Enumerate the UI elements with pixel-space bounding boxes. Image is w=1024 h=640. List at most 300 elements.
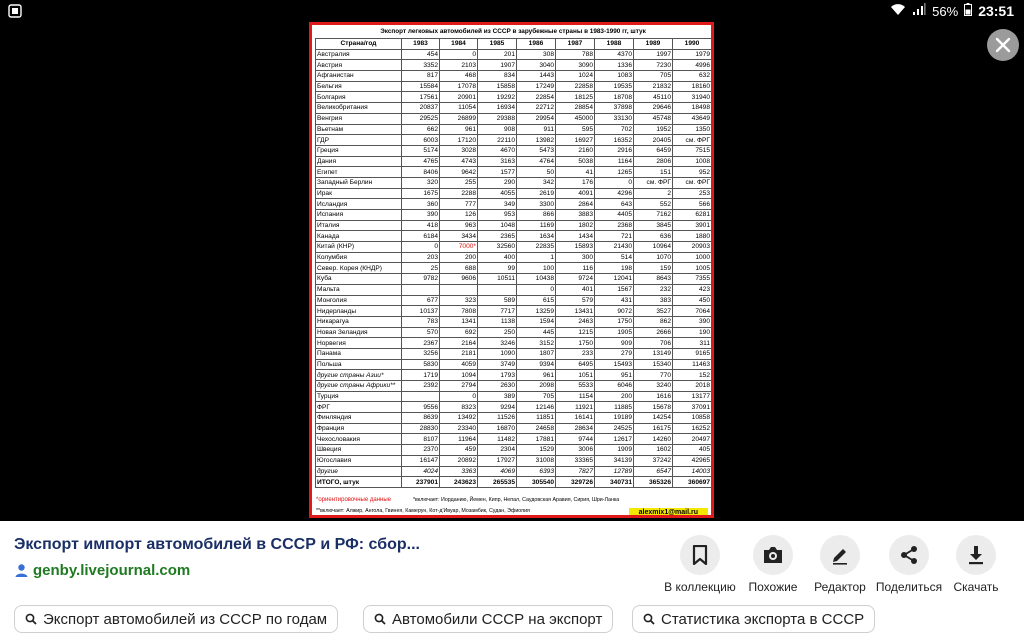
value-cell: 323: [440, 295, 478, 306]
country-cell: другие страны Африки**: [316, 381, 402, 392]
value-cell: 13431: [556, 306, 595, 317]
country-cell: ГДР: [316, 135, 402, 146]
value-cell: [478, 284, 517, 295]
add-to-collection-button[interactable]: [660, 535, 740, 594]
value-cell: 1675: [402, 188, 440, 199]
value-cell: 7064: [673, 306, 712, 317]
country-cell: ФРГ: [316, 402, 402, 413]
value-cell: 28830: [402, 423, 440, 434]
value-cell: 15678: [634, 402, 673, 413]
value-cell: 24525: [595, 423, 634, 434]
value-cell: 1807: [517, 348, 556, 359]
value-cell: 99: [478, 263, 517, 274]
value-cell: 12789: [595, 466, 634, 477]
value-cell: 1750: [556, 338, 595, 349]
status-bar: [0, 0, 1024, 24]
value-cell: 2018: [673, 381, 712, 392]
value-cell: 34139: [595, 455, 634, 466]
value-cell: 13259: [517, 306, 556, 317]
value-cell: 1529: [517, 445, 556, 456]
column-header-year: 1985: [478, 39, 517, 50]
table-row: [316, 263, 712, 274]
value-cell: 20405: [634, 135, 673, 146]
country-cell: Австралия: [316, 49, 402, 60]
value-cell: 1154: [556, 391, 595, 402]
country-cell: Польша: [316, 359, 402, 370]
footnote-africa: **включает: Алжир, Ангола, Гвинея, Камерун, Кот-д'Ивуар, Мозамбик, Судан, Эфиопия: [316, 508, 530, 514]
country-cell: Великобритания: [316, 103, 402, 114]
editor-button[interactable]: [800, 535, 880, 594]
country-cell: Колумбия: [316, 252, 402, 263]
close-button[interactable]: [987, 29, 1019, 61]
camera-search-icon: [762, 545, 784, 565]
value-cell: 9294: [478, 402, 517, 413]
value-cell: 953: [478, 210, 517, 221]
value-cell: 3256: [402, 348, 440, 359]
value-cell: 405: [673, 445, 712, 456]
value-cell: 0: [517, 284, 556, 295]
user-icon: [14, 563, 29, 578]
value-cell: 1979: [673, 49, 712, 60]
share-icon: [899, 545, 919, 565]
value-cell: 1138: [478, 316, 517, 327]
table-row: [316, 434, 712, 445]
value-cell: 777: [440, 199, 478, 210]
value-cell: 116: [556, 263, 595, 274]
value-cell: 963: [440, 220, 478, 231]
value-cell: 1: [517, 252, 556, 263]
value-cell: 37091: [673, 402, 712, 413]
value-cell: 20901: [440, 92, 478, 103]
value-cell: 4024: [402, 466, 440, 477]
country-cell: Венгрия: [316, 113, 402, 124]
value-cell: 290: [478, 177, 517, 188]
value-cell: 233: [556, 348, 595, 359]
value-cell: 9642: [440, 167, 478, 178]
value-cell: 29954: [517, 113, 556, 124]
value-cell: 951: [595, 370, 634, 381]
country-cell: Дания: [316, 156, 402, 167]
value-cell: 632: [673, 71, 712, 82]
value-cell: 636: [634, 231, 673, 242]
value-cell: 43649: [673, 113, 712, 124]
value-cell: 552: [634, 199, 673, 210]
table-row: [316, 156, 712, 167]
value-cell: 2864: [556, 199, 595, 210]
column-header-year: 1986: [517, 39, 556, 50]
value-cell: 16927: [556, 135, 595, 146]
value-cell: 705: [634, 71, 673, 82]
value-cell: 4743: [440, 156, 478, 167]
footnote-estimated: *ориентировочные данные: [316, 497, 391, 503]
action-label: Редактор: [814, 580, 866, 594]
value-cell: 13492: [440, 413, 478, 424]
value-cell: 37242: [634, 455, 673, 466]
country-cell: Афганистан: [316, 71, 402, 82]
value-cell: 360: [402, 199, 440, 210]
value-cell: 16147: [402, 455, 440, 466]
value-cell: 6281: [673, 210, 712, 221]
value-cell: 152: [673, 370, 712, 381]
country-cell: Западный Берлин: [316, 177, 402, 188]
value-cell: 31940: [673, 92, 712, 103]
value-cell: 21832: [634, 81, 673, 92]
related-chip[interactable]: [363, 605, 613, 633]
value-cell: 2181: [440, 348, 478, 359]
value-cell: 1616: [634, 391, 673, 402]
value-cell: 1350: [673, 124, 712, 135]
value-cell: 2370: [402, 445, 440, 456]
value-cell: 0: [440, 49, 478, 60]
value-cell: 300: [556, 252, 595, 263]
wifi-icon: [890, 3, 906, 19]
value-cell: 817: [402, 71, 440, 82]
value-cell: 1000: [673, 252, 712, 263]
value-cell: 961: [440, 124, 478, 135]
value-cell: 17927: [478, 455, 517, 466]
value-cell: 18498: [673, 103, 712, 114]
close-icon: [994, 36, 1012, 54]
value-cell: 11482: [478, 434, 517, 445]
value-cell: 10964: [634, 242, 673, 253]
value-cell: 15493: [595, 359, 634, 370]
download-button[interactable]: [936, 535, 1016, 594]
footnote-asia: *включает: Иорданию, Йемен, Кипр, Непал, Саудовская Аравия, Сирия, Шри-Ланка: [413, 497, 620, 503]
value-cell: 4764: [517, 156, 556, 167]
value-cell: 2666: [634, 327, 673, 338]
table-row: [316, 49, 712, 60]
value-cell: 1090: [478, 348, 517, 359]
value-cell: 320: [402, 177, 440, 188]
value-cell: 201: [478, 49, 517, 60]
value-cell: 20903: [673, 242, 712, 253]
value-cell: 10858: [673, 413, 712, 424]
table-row: [316, 210, 712, 221]
value-cell: 952: [673, 167, 712, 178]
value-cell: 7000*: [440, 242, 478, 253]
value-cell: 1024: [556, 71, 595, 82]
value-cell: 862: [634, 316, 673, 327]
value-cell: 6003: [402, 135, 440, 146]
value-cell: 12041: [595, 274, 634, 285]
table-row: [316, 252, 712, 263]
value-cell: 2160: [556, 145, 595, 156]
value-cell: 2619: [517, 188, 556, 199]
value-cell: 8323: [440, 402, 478, 413]
value-cell: 1048: [478, 220, 517, 231]
value-cell: 702: [595, 124, 634, 135]
value-cell: 100: [517, 263, 556, 274]
country-cell: Испания: [316, 210, 402, 221]
column-header-year: 1984: [440, 39, 478, 50]
value-cell: 400: [478, 252, 517, 263]
value-cell: 20892: [440, 455, 478, 466]
value-cell: 4055: [478, 188, 517, 199]
total-value: 360697: [673, 477, 712, 488]
value-cell: 2164: [440, 338, 478, 349]
country-cell: Монголия: [316, 295, 402, 306]
total-value: 265535: [478, 477, 517, 488]
value-cell: 200: [440, 252, 478, 263]
total-value: 329726: [556, 477, 595, 488]
country-cell: Швеция: [316, 445, 402, 456]
value-cell: 6547: [634, 466, 673, 477]
value-cell: 1169: [517, 220, 556, 231]
value-cell: 17078: [440, 81, 478, 92]
source-link[interactable]: [14, 562, 634, 579]
action-label: Скачать: [953, 580, 999, 594]
value-cell: 1070: [634, 252, 673, 263]
country-cell: другие: [316, 466, 402, 477]
value-cell: 834: [478, 71, 517, 82]
value-cell: см. ФРГ: [673, 177, 712, 188]
total-value: 305540: [517, 477, 556, 488]
value-cell: 15340: [634, 359, 673, 370]
value-cell: 11054: [440, 103, 478, 114]
value-cell: 4670: [478, 145, 517, 156]
table-row: [316, 402, 712, 413]
value-cell: 6184: [402, 231, 440, 242]
value-cell: 3152: [517, 338, 556, 349]
value-cell: 349: [478, 199, 517, 210]
value-cell: 33130: [595, 113, 634, 124]
value-cell: 389: [478, 391, 517, 402]
value-cell: 3246: [478, 338, 517, 349]
country-cell: Австрия: [316, 60, 402, 71]
value-cell: 176: [556, 177, 595, 188]
value-cell: 688: [440, 263, 478, 274]
value-cell: 961: [517, 370, 556, 381]
value-cell: 705: [517, 391, 556, 402]
table-row: [316, 145, 712, 156]
table-row: [316, 167, 712, 178]
column-header-year: 1987: [556, 39, 595, 50]
table-row: [316, 316, 712, 327]
result-info: [14, 536, 634, 579]
column-header-year: 1990: [673, 39, 712, 50]
value-cell: 200: [595, 391, 634, 402]
country-cell: Болгария: [316, 92, 402, 103]
value-cell: 1215: [556, 327, 595, 338]
value-cell: 24658: [517, 423, 556, 434]
value-cell: 41: [556, 167, 595, 178]
notification-icon: [8, 4, 22, 18]
table-row: [316, 113, 712, 124]
value-cell: 1880: [673, 231, 712, 242]
value-cell: 18708: [595, 92, 634, 103]
value-cell: 1341: [440, 316, 478, 327]
country-cell: Бельгия: [316, 81, 402, 92]
value-cell: 1594: [517, 316, 556, 327]
column-header-year: 1983: [402, 39, 440, 50]
value-cell: 8639: [402, 413, 440, 424]
value-cell: 21430: [595, 242, 634, 253]
value-cell: 1577: [478, 167, 517, 178]
table-row: [316, 274, 712, 285]
value-cell: 151: [634, 167, 673, 178]
value-cell: 11921: [556, 402, 595, 413]
value-cell: 2103: [440, 60, 478, 71]
country-cell: Китай (КНР): [316, 242, 402, 253]
search-icon: [643, 613, 655, 625]
total-value: 243623: [440, 477, 478, 488]
table-row: [316, 445, 712, 456]
value-cell: 19189: [595, 413, 634, 424]
value-cell: 25: [402, 263, 440, 274]
value-cell: 342: [517, 177, 556, 188]
country-cell: Греция: [316, 145, 402, 156]
value-cell: 643: [595, 199, 634, 210]
value-cell: [402, 284, 440, 295]
value-cell: 1265: [595, 167, 634, 178]
value-cell: 3883: [556, 210, 595, 221]
value-cell: 279: [595, 348, 634, 359]
column-header-year: 1988: [595, 39, 634, 50]
value-cell: 45000: [556, 113, 595, 124]
value-cell: 2367: [402, 338, 440, 349]
value-cell: 3363: [440, 466, 478, 477]
value-cell: 1793: [478, 370, 517, 381]
value-cell: 450: [673, 295, 712, 306]
chip-label: Статистика экспорта в СССР: [661, 610, 865, 628]
table-row: [316, 71, 712, 82]
value-cell: 2288: [440, 188, 478, 199]
value-cell: 1008: [673, 156, 712, 167]
value-cell: 16252: [673, 423, 712, 434]
value-cell: 788: [556, 49, 595, 60]
value-cell: 11964: [440, 434, 478, 445]
value-cell: 1567: [595, 284, 634, 295]
value-cell: 11885: [595, 402, 634, 413]
value-cell: 3006: [556, 445, 595, 456]
value-cell: 1997: [634, 49, 673, 60]
value-cell: 677: [402, 295, 440, 306]
value-cell: 26899: [440, 113, 478, 124]
value-cell: 22110: [478, 135, 517, 146]
value-cell: 2916: [595, 145, 634, 156]
value-cell: 7515: [673, 145, 712, 156]
value-cell: 2392: [402, 381, 440, 392]
table-row: [316, 348, 712, 359]
value-cell: 2794: [440, 381, 478, 392]
table-row: [316, 391, 712, 402]
table-row: [316, 81, 712, 92]
value-cell: 431: [595, 295, 634, 306]
value-cell: 1094: [440, 370, 478, 381]
country-cell: Ирак: [316, 188, 402, 199]
sheet-footnotes: [315, 497, 711, 517]
value-cell: 16870: [478, 423, 517, 434]
country-cell: Исландия: [316, 199, 402, 210]
table-row: [316, 284, 712, 295]
value-cell: 911: [517, 124, 556, 135]
value-cell: 2365: [478, 231, 517, 242]
value-cell: 4091: [556, 188, 595, 199]
result-title[interactable]: Экспорт импорт автомобилей в СССР и РФ: сбор...: [14, 536, 420, 553]
table-image[interactable]: [309, 22, 714, 518]
value-cell: 390: [673, 316, 712, 327]
value-cell: 0: [595, 177, 634, 188]
table-header: [316, 39, 712, 50]
value-cell: 1443: [517, 71, 556, 82]
value-cell: 12146: [517, 402, 556, 413]
value-cell: 0: [402, 242, 440, 253]
country-cell: Италия: [316, 220, 402, 231]
value-cell: 19292: [478, 92, 517, 103]
value-cell: 3300: [517, 199, 556, 210]
value-cell: 6046: [595, 381, 634, 392]
table-row: [316, 359, 712, 370]
table-row: [316, 92, 712, 103]
value-cell: 2368: [595, 220, 634, 231]
value-cell: 16934: [478, 103, 517, 114]
value-cell: 159: [634, 263, 673, 274]
search-icon: [374, 613, 386, 625]
value-cell: 250: [478, 327, 517, 338]
country-cell: Нидерланды: [316, 306, 402, 317]
related-chip[interactable]: [632, 605, 875, 633]
value-cell: 50: [517, 167, 556, 178]
total-value: 365326: [634, 477, 673, 488]
value-cell: 909: [595, 338, 634, 349]
column-header-country: Страна/год: [316, 39, 402, 50]
table-row: [316, 60, 712, 71]
value-cell: 1952: [634, 124, 673, 135]
action-bar: [660, 535, 1024, 595]
table-row: [316, 242, 712, 253]
value-cell: 514: [595, 252, 634, 263]
value-cell: 662: [402, 124, 440, 135]
value-cell: 9744: [556, 434, 595, 445]
value-cell: 28854: [556, 103, 595, 114]
value-cell: 6495: [556, 359, 595, 370]
country-cell: Египет: [316, 167, 402, 178]
value-cell: 126: [440, 210, 478, 221]
value-cell: 11463: [673, 359, 712, 370]
value-cell: 595: [556, 124, 595, 135]
related-chip[interactable]: [14, 605, 338, 633]
country-cell: другие страны Азии*: [316, 370, 402, 381]
country-cell: Куба: [316, 274, 402, 285]
value-cell: 45748: [634, 113, 673, 124]
action-label: В коллекцию: [664, 580, 736, 594]
value-cell: 10438: [517, 274, 556, 285]
table-row: [316, 177, 712, 188]
value-cell: [440, 284, 478, 295]
value-cell: 3527: [634, 306, 673, 317]
value-cell: 401: [556, 284, 595, 295]
value-cell: 1750: [595, 316, 634, 327]
value-cell: 1005: [673, 263, 712, 274]
value-cell: 11851: [517, 413, 556, 424]
value-cell: 198: [595, 263, 634, 274]
value-cell: 29525: [402, 113, 440, 124]
value-cell: 32560: [478, 242, 517, 253]
value-cell: 8406: [402, 167, 440, 178]
value-cell: 10137: [402, 306, 440, 317]
author-email: alexmix1@mail.ru: [629, 508, 708, 517]
value-cell: 37898: [595, 103, 634, 114]
country-cell: Франция: [316, 423, 402, 434]
value-cell: 7827: [556, 466, 595, 477]
value-cell: 908: [478, 124, 517, 135]
value-cell: 579: [556, 295, 595, 306]
value-cell: 2304: [478, 445, 517, 456]
value-cell: 383: [634, 295, 673, 306]
value-cell: 3163: [478, 156, 517, 167]
value-cell: 9165: [673, 348, 712, 359]
value-cell: 1634: [517, 231, 556, 242]
